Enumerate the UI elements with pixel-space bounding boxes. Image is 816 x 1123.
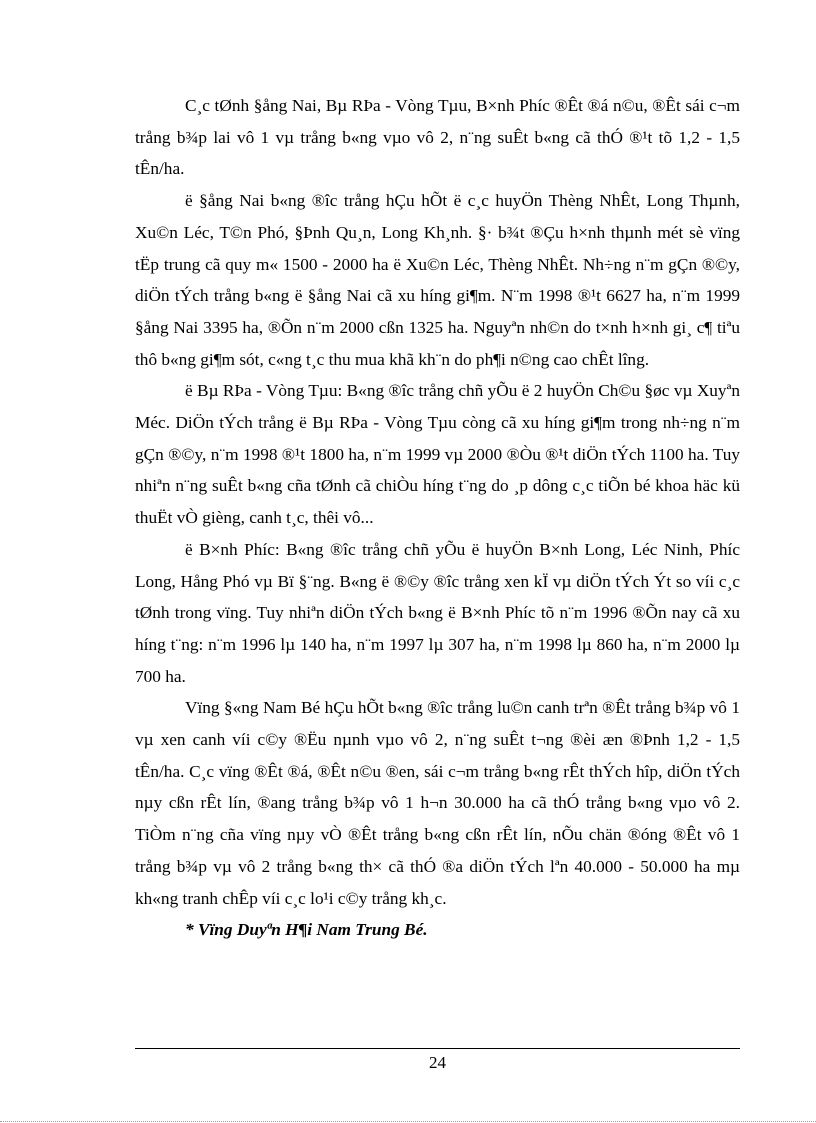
paragraph-dong-nai: ë §ång Nai b«ng ®îc trång hÇu hÕt ë c¸c huyÖn Thèng NhÊt, Long Thµnh, Xu©n Léc, T©n Phó, §Þnh Qu¸n, Long Kh¸nh. §· b¾t ®Çu h×nh thµnh mét sè vïng tËp trung cã quy m« 1500 - 2000 ha ë Xu©n Léc, Thèng NhÊt. Nh÷ng n¨m gÇn ®©y, diÖn tÝch trång b«ng ë §ång Nai cã xu híng gi¶m. N¨m 1998 ®¹t 6627 ha, n¨m 1999 §ång Nai 3395 ha, ®Õn n¨m 2000 cßn 1325 ha. Nguyªn nh©n do t×nh h×nh gi¸ c¶ tiªu thô b«ng gi¶m sót, c«ng t¸c thu mua khã kh¨n do ph¶i n©ng cao chÊt lîng. — [135, 191, 740, 369]
paragraph-region-summary: Vïng §«ng Nam Bé hÇu hÕt b«ng ®îc trång lu©n canh trªn ®Êt trång b¾p vô 1 vµ xen canh víi c©y ®Ëu nµnh vµo vô 2, n¨ng suÊt t¬ng ®èi æn ®Þnh 1,2 - 1,5 tÊn/ha. C¸c vïng ®Êt ®á, ®Êt n©u ®en, sái c¬m trång b«ng rÊt thÝch hîp, diÖn tÝch nµy cßn rÊt lín, ®ang trång b¾p vô 1 h¬n 30.000 ha cã thÓ trång b«ng vµo vô 2. TiÒm n¨ng cña vïng nµy vÒ ®Êt trång b«ng cßn rÊt lín, nÕu chän ®óng ®Êt vô 1 trång b¾p vµ vô 2 trång b«ng th× cã thÓ ®a diÖn tÝch lªn 40.000 - 50.000 ha mµ kh«ng tranh chÊp víi c¸c lo¹i c©y trång kh¸c. — [135, 698, 740, 908]
page-bottom-edge — [0, 1121, 816, 1122]
section-heading: * Vïng Duyªn H¶i Nam Trung Bé. — [185, 920, 428, 940]
paragraph-binh-phuoc: ë B×nh Phíc: B«ng ®îc trång chñ yÕu ë huyÖn B×nh Long, Léc Ninh, Phíc Long, Hång Phó vµ Bï §¨ng. B«ng ë ®©y ®îc trång xen kÏ vµ diÖn tÝch Ýt so víi c¸c tØnh trong vïng. Tuy nhiªn diÖn tÝch b«ng ë B×nh Phíc tõ n¨m 1996 ®Õn nay cã xu híng t¨ng: n¨m 1996 lµ 140 ha, n¨m 1997 lµ 307 ha, n¨m 1998 lµ 860 ha, n¨m 2000 lµ 700 ha. — [135, 539, 740, 686]
page-number: 24 — [429, 1053, 446, 1072]
paragraph-dong-nam-bo-provinces: C¸c tØnh §ång Nai, Bµ RÞa - Vòng Tµu, B×nh Phíc ®Êt ®á n©u, ®Êt sái c¬m trång b¾p lai vô 1 vµ trång b«ng vµo vô 2, n¨ng suÊt b«ng cã thÓ ®¹t tõ 1,2 - 1,5 tÊn/ha. — [135, 96, 740, 179]
paragraph-ba-ria-vung-tau: ë Bµ RÞa - Vòng Tµu: B«ng ®îc trång chñ yÕu ë 2 huyÖn Ch©u §øc vµ Xuyªn Méc. DiÖn tÝch trång ë Bµ RÞa - Vòng Tµu còng cã xu híng gi¶m trong nh÷ng n¨m gÇn ®©y, n¨m 1998 ®¹t 1800 ha, n¨m 1999 vµ 2000 ®Òu ®¹t diÖn tÝch 1100 ha. Tuy nhiªn n¨ng suÊt b«ng cña tØnh cã chiÒu híng t¨ng do ¸p dông c¸c tiÕn bé khoa häc kü thuËt vÒ gièng, canh t¸c, thêi vô... — [135, 381, 740, 528]
body-text — [135, 90, 740, 946]
footer-divider — [135, 1048, 740, 1049]
